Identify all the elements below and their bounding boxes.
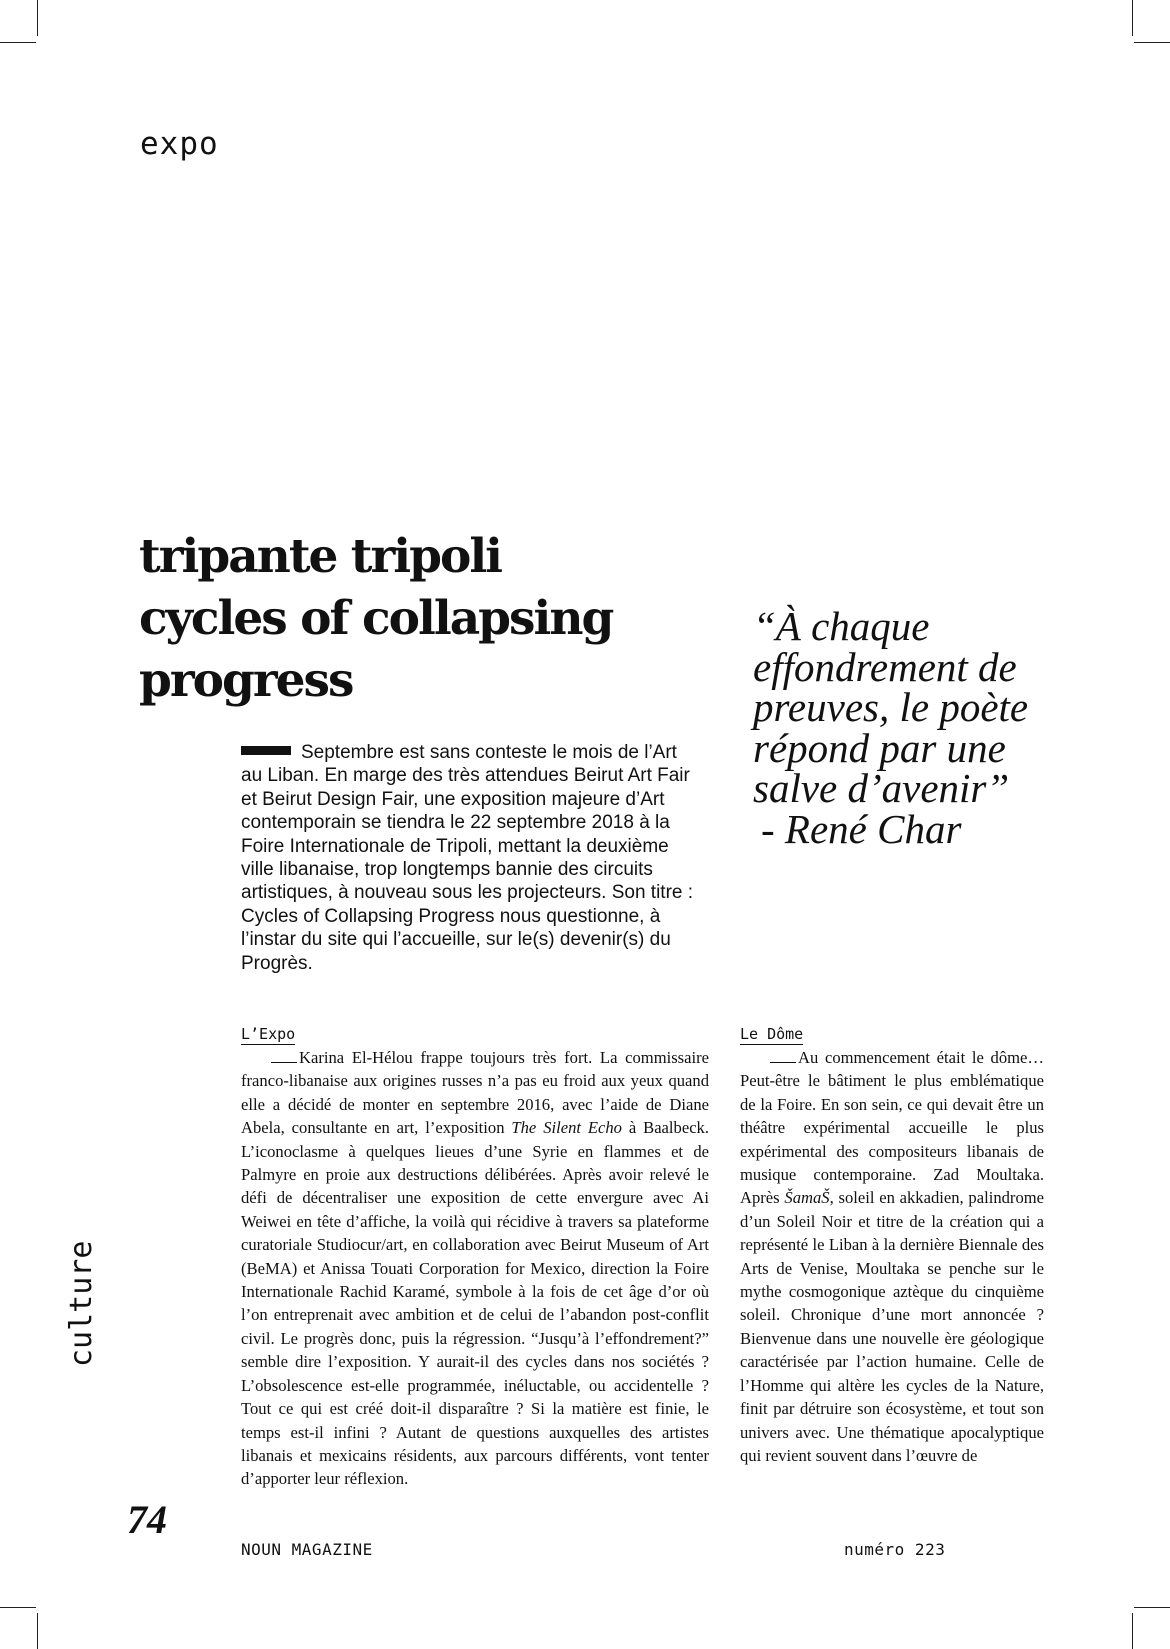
crop-mark (1132, 1613, 1133, 1649)
footer-magazine-name: NOUN MAGAZINE (241, 1540, 373, 1559)
column-heading-dome: Le Dôme (740, 1025, 804, 1043)
pull-quote-line: preuves, le poète (753, 684, 1029, 730)
pull-quote-line: répond par une (753, 724, 1006, 771)
lead-in-rule (770, 1048, 796, 1063)
column-expo-body (241, 1046, 709, 1491)
body-text: Au commencement était le dôme… Peut-être le bâtiment le plus emblématique de la Foire. En son sein, ce qui devait être un théâtre expérimental accueille le plus expérimental des compositeurs libanais de musique contemporaine. Zad Moultaka. Après (740, 1048, 1044, 1208)
pull-quote-line: salve d’avenir” (753, 765, 1010, 811)
crop-mark (0, 42, 36, 43)
body-text: Karina El-Hélou frappe toujours très fort. La commissaire franco-libanaise aux origines russes n’a pas eu froid aux yeux quand elle a décidé de monter en septembre 2016, avec l’aide de Diane Abela, consultante en art, l’exposition (241, 1048, 709, 1138)
headline-line: progress (139, 653, 353, 708)
headline-line: tripante tripoli (139, 529, 502, 584)
crop-mark (1134, 1607, 1170, 1608)
column-dome-body (740, 1046, 1044, 1467)
pull-quote-line: “À chaque (753, 603, 930, 649)
crop-mark (1134, 42, 1170, 43)
body-text: à Baalbeck. L’iconoclasme à quelques lieues d’une Syrie en flammes et de Palmyre en proie aux destructions délibérées. Après avoir relevé le défi de décentraliser une exposition de cette envergure avec Ai Weiwei en tête d’affiche, la voilà qui récidive à travers sa plateforme curatoriale Studiocur/art, en collaboration avec Beirut Museum of Art (BeMA) et Anissa Touati Corporation for Mexico, direction la Foire Internationale Rachid Karamé, symbole à la fois de cet âge d’or où l’on entreprenait avec ambition et de celui de l’abandon post-conflit civil. Le progrès donc, puis la régression. “Jusqu’à l’effondrement?” semble dire l’exposition. Y aurait-il des cycles dans nos sociétés ? L’obsolescence est-elle programmée, inéluctable, ou accidentelle ? Tout ce qui est créé doit-il disparaître ? Si la matière est finie, le temps est-il infini ? Autant de questions auxquelles des artistes libanais et mexicains résidents, aux parcours différents, vont tenter d’apporter leur réflexion. (241, 1118, 710, 1489)
lead-in-rule (271, 1048, 297, 1063)
crop-mark (1132, 0, 1133, 36)
footer-issue-number: numéro 223 (844, 1540, 946, 1559)
headline-line: cycles of collapsing (139, 591, 613, 646)
section-tag: expo (140, 126, 219, 162)
headline (139, 526, 699, 712)
pull-quote-line: effondrement de (753, 643, 1017, 690)
crop-mark (0, 1607, 36, 1608)
artwork-title: ŠamaŠ (784, 1188, 830, 1208)
lede-bar-ornament (241, 746, 291, 755)
lede-paragraph (241, 741, 701, 975)
pull-quote-author: - René Char (761, 805, 962, 852)
vertical-section-tag: culture (64, 1240, 99, 1367)
body-text: , soleil en akkadien, palindrome d’un Soleil Noir et titre de la création qui a représenté le Liban à la dernière Biennale des Arts de Venise, Moultaka se penche sur le mythe cosmogonique aztèque du cinquième soleil. Chronique d’une mort annoncée ? Bienvenue dans une nouvelle ère géologique caractérisée par l’action humaine. Celle de l’Homme qui altère les cycles de la Nature, finit par détruire son écosystème, et tout son univers avec. Une thématique apocalyptique qui revient souvent dans l’œuvre de (740, 1188, 1045, 1465)
page-number: 74 (127, 1497, 167, 1542)
crop-mark (37, 1613, 38, 1649)
pull-quote (753, 603, 1153, 852)
lede-text: Septembre est sans conteste le mois de l’Art au Liban. En marge des très attendues Beirut Art Fair et Beirut Design Fair, une exposition majeure d’Art contemporain se tiendra le 22 septembre 2018 à la Foire Internationale de Tripoli, mettant la deuxième ville libanaise, trop longtemps bannie des circuits artistiques, à nouveau sous les projecteurs. Son titre : Cycles of Collapsing Progress nous questionne, à l’instar du site qui l’accueille, sur le(s) devenir(s) du Progrès. (241, 742, 694, 974)
artwork-title: The Silent Echo (511, 1118, 622, 1138)
column-heading-expo: L’Expo (241, 1025, 296, 1043)
crop-mark (37, 0, 38, 36)
